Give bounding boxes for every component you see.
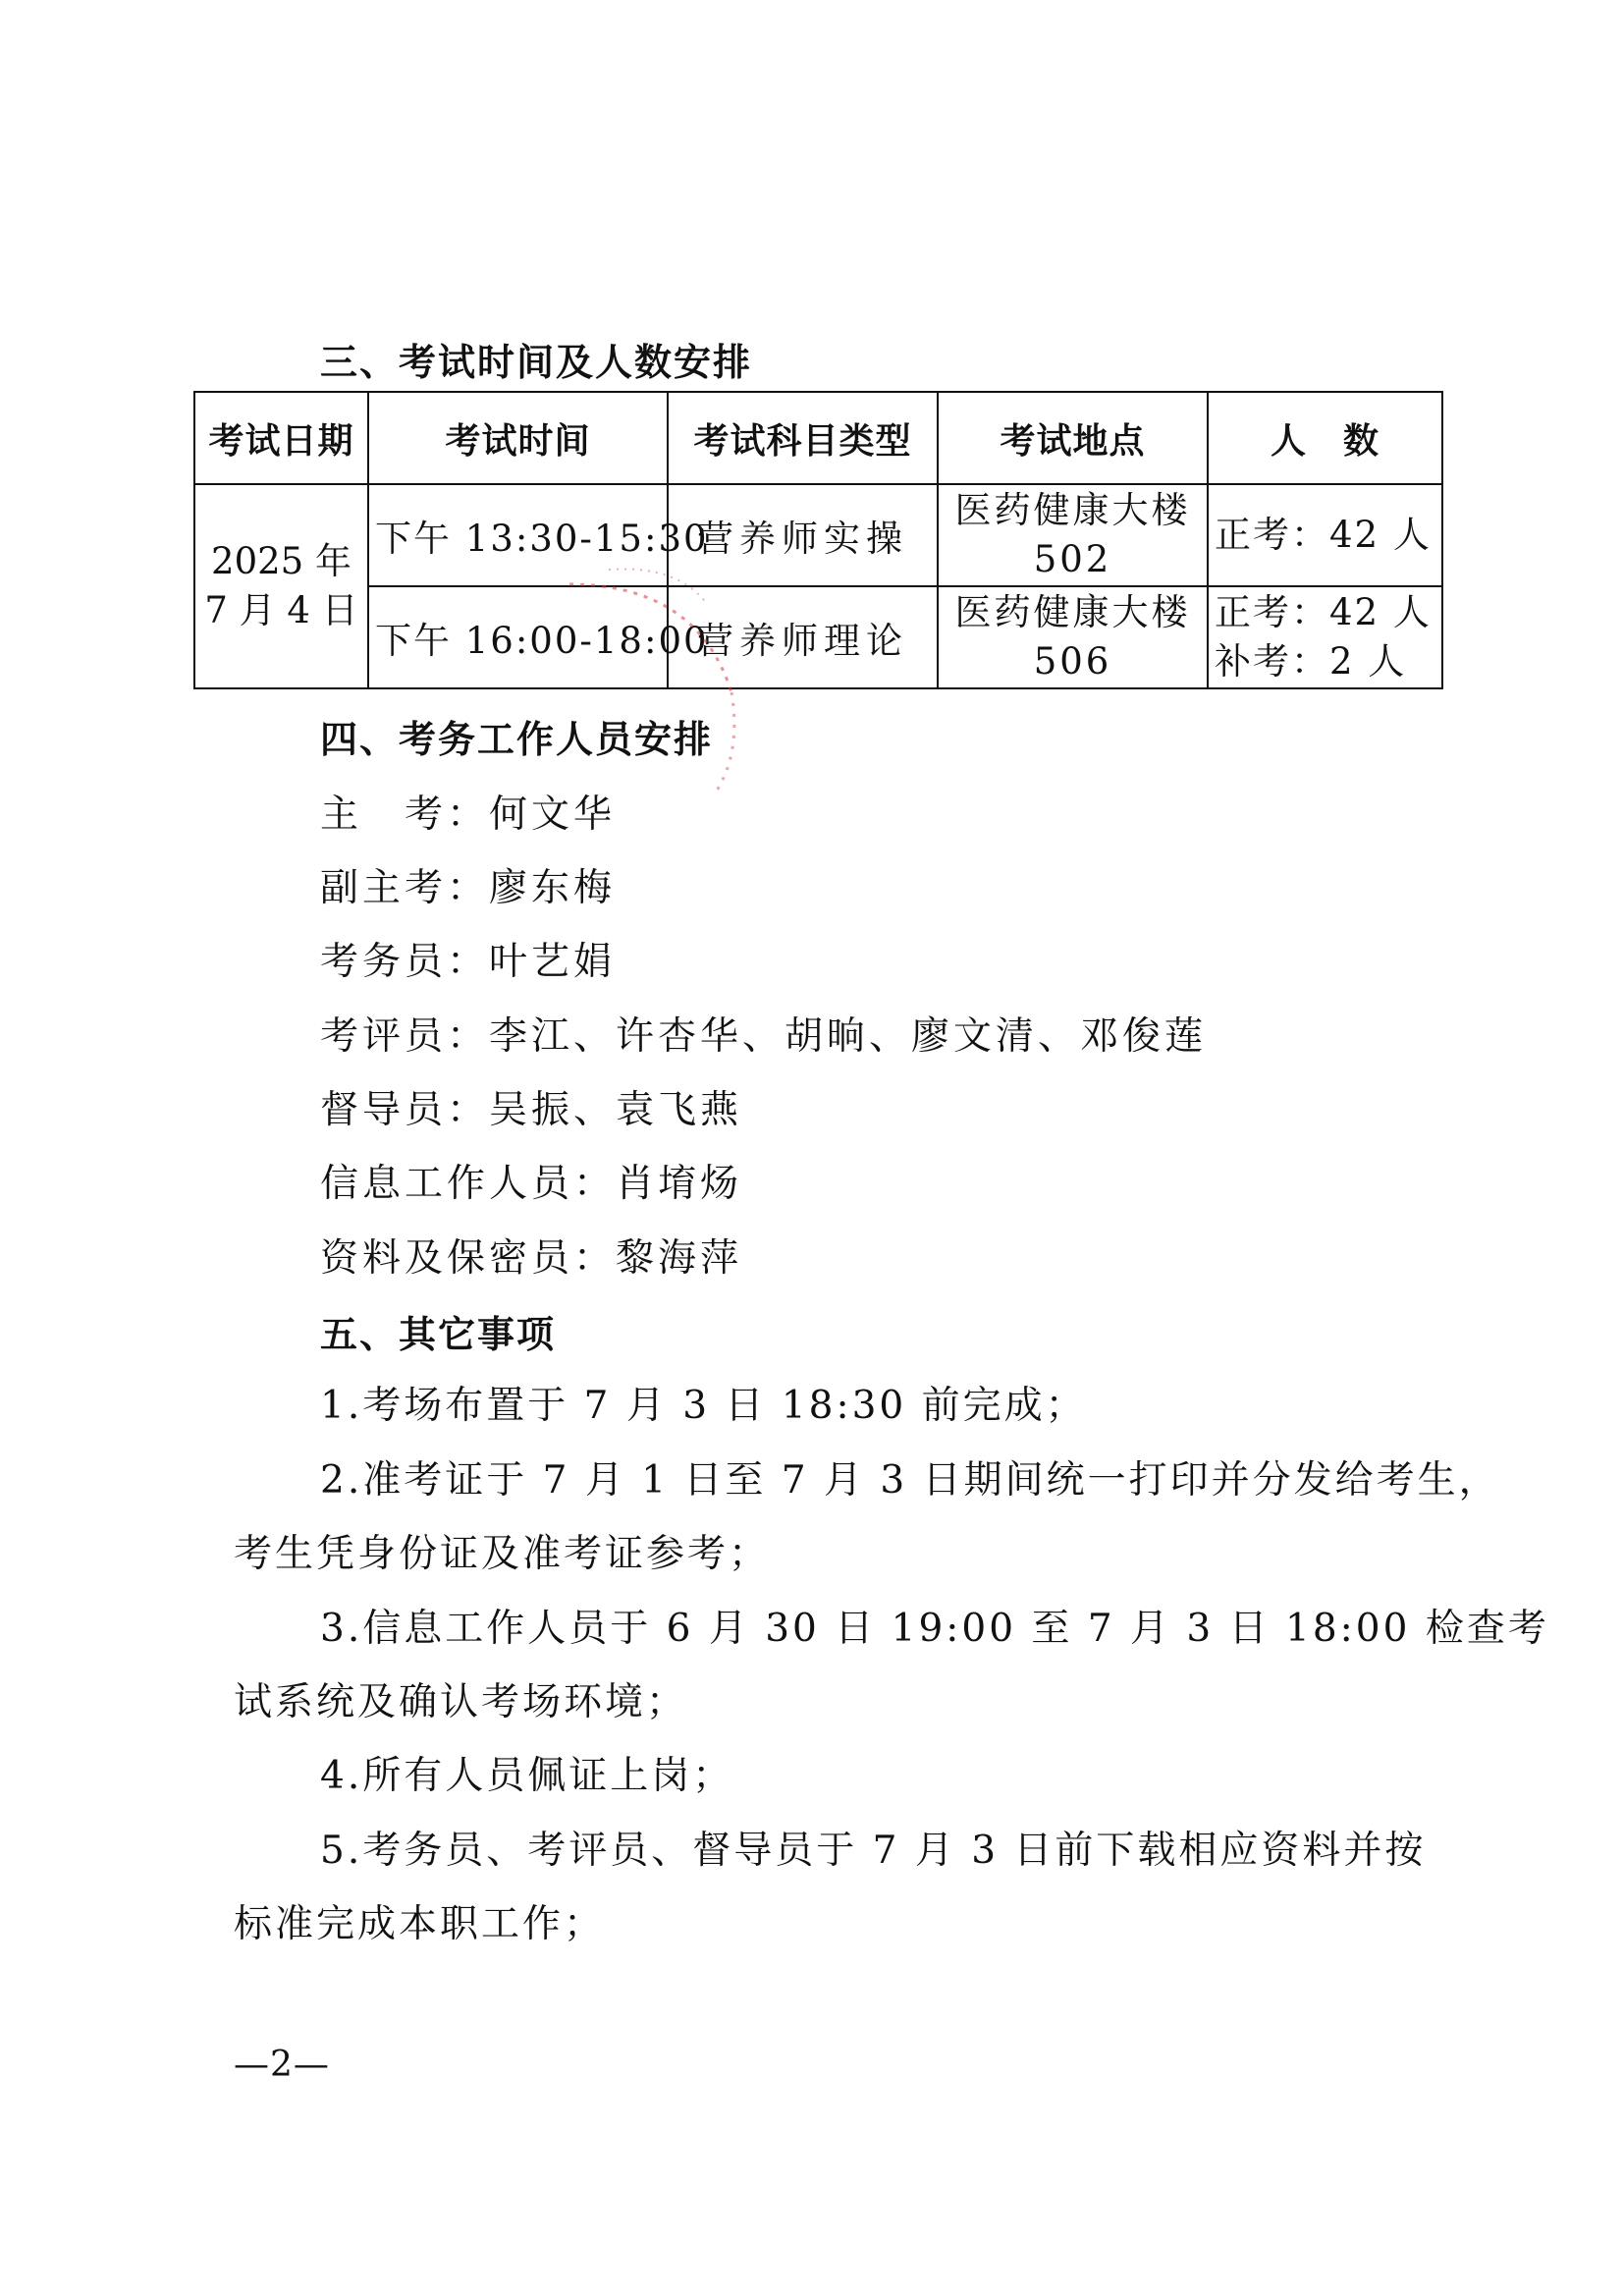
table-header-row	[194, 392, 1442, 484]
staff-line-affairs: 考务员：叶艺娟	[320, 940, 617, 984]
date-cell	[194, 484, 368, 688]
header-count: 人 数	[1208, 392, 1442, 484]
staff-line-chief: 主 考：何文华	[320, 793, 617, 837]
count-regular: 正考：42 人	[1215, 591, 1432, 633]
time-cell: 下午 16:00-18:00	[368, 586, 668, 688]
item5-line2: 标准完成本职工作；	[234, 1902, 606, 1946]
item1-line: 1.考场布置于 7 月 3 日 18:30 前完成；	[320, 1384, 1087, 1428]
date-year: 2025 年	[211, 540, 352, 582]
item5-line1: 5.考务员、考评员、督导员于 7 月 3 日前下载相应资料并按	[320, 1829, 1427, 1873]
item2-line2: 考生凭身份证及准考证参考；	[234, 1532, 771, 1576]
location-cell	[938, 484, 1208, 586]
item3-line1: 3.信息工作人员于 6 月 30 日 19:00 至 7 月 3 日 18:00 检查考	[320, 1607, 1549, 1651]
location-cell	[938, 586, 1208, 688]
table-row	[194, 586, 1442, 688]
header-location: 考试地点	[938, 392, 1208, 484]
header-time: 考试时间	[368, 392, 668, 484]
section5-heading: 五、其它事项	[320, 1313, 557, 1356]
item4-line: 4.所有人员佩证上岗；	[320, 1754, 734, 1798]
table-row	[194, 484, 1442, 586]
page-number: —2—	[234, 2045, 330, 2085]
exam-schedule-table	[193, 391, 1443, 689]
subject-cell: 营养师实操	[668, 484, 938, 586]
section4-heading: 四、考务工作人员安排	[320, 718, 714, 761]
date-day: 7 月 4 日	[204, 589, 358, 631]
staff-line-supervisors: 督导员：吴振、袁飞燕	[320, 1088, 743, 1132]
time-cell: 下午 13:30-15:30	[368, 484, 668, 586]
subject-cell: 营养师理论	[668, 586, 938, 688]
header-date: 考试日期	[194, 392, 368, 484]
count-cell	[1208, 484, 1442, 586]
location-room: 502	[1033, 538, 1112, 580]
staff-line-evaluators: 考评员：李江、许杏华、胡晌、廖文清、邓俊莲	[320, 1014, 1208, 1059]
location-building: 医药健康大楼	[954, 489, 1191, 531]
staff-line-confidential: 资料及保密员：黎海萍	[320, 1236, 743, 1281]
staff-line-deputy: 副主考：廖东梅	[320, 866, 617, 910]
location-building: 医药健康大楼	[954, 591, 1191, 633]
staff-line-it: 信息工作人员：肖堉炀	[320, 1162, 743, 1206]
item3-line2: 试系统及确认考场环境；	[234, 1680, 688, 1724]
count-cell	[1208, 586, 1442, 688]
section3-heading: 三、考试时间及人数安排	[320, 341, 753, 384]
location-room: 506	[1033, 640, 1112, 683]
item2-line1: 2.准考证于 7 月 1 日至 7 月 3 日期间统一打印并分发给考生，	[320, 1458, 1500, 1503]
count-regular: 正考：42 人	[1215, 514, 1432, 556]
header-subject: 考试科目类型	[668, 392, 938, 484]
count-makeup: 补考：2 人	[1215, 640, 1407, 683]
